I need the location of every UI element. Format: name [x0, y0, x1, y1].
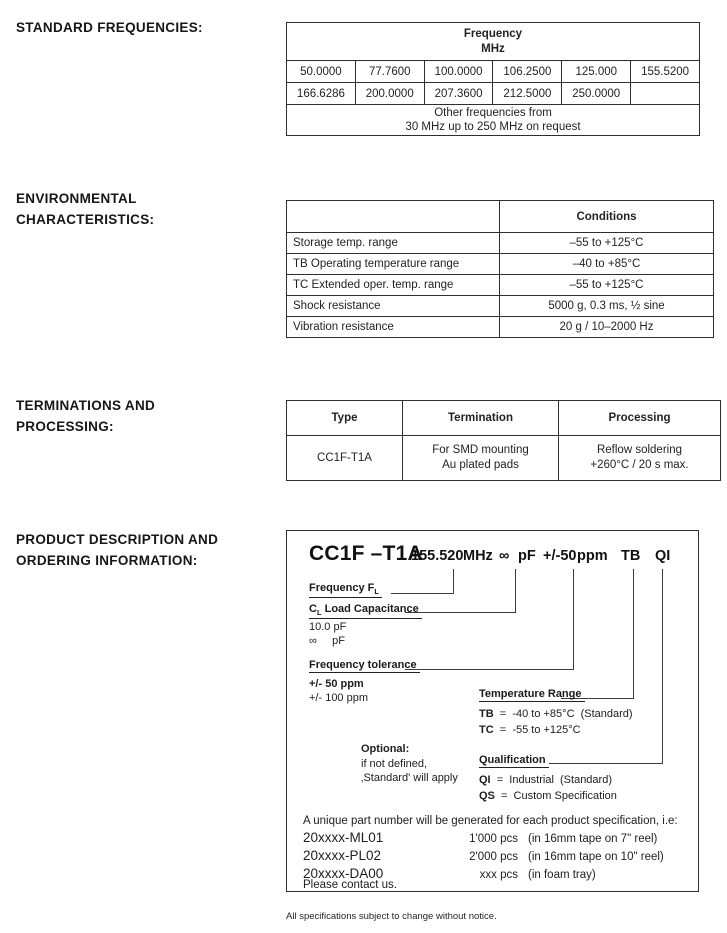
environmental-header-row — [287, 201, 714, 233]
qual-code-qi: QI — [479, 774, 491, 786]
optional-note-title: Optional: — [361, 743, 410, 755]
processing-line1: Reflow soldering — [596, 444, 682, 456]
heading-line: PRODUCT DESCRIPTION AND — [16, 532, 219, 547]
environmental-table — [286, 200, 714, 338]
temp-code-tb: TB — [479, 708, 494, 720]
heading-line: CHARACTERISTICS: — [16, 212, 155, 227]
frequency-cell: 166.6286 — [287, 83, 356, 105]
part-number: 20xxxx-DA00 — [303, 866, 384, 881]
frequency-cell: 200.0000 — [355, 83, 424, 105]
processing-line2: +260°C / 20 s max. — [590, 459, 689, 471]
temperature-option-tb — [479, 707, 633, 721]
environmental-param: TC Extended oper. temp. range — [287, 275, 500, 296]
frequency-header-unit: MHz — [481, 42, 505, 55]
qual-val-qi: = Industrial (Standard) — [490, 774, 612, 786]
ordering-qual-code: QI — [655, 548, 671, 564]
terminations-termination-cell — [403, 436, 559, 481]
part-quantity: 2'000 pcs — [469, 851, 518, 863]
load-capacitance-field-label — [309, 603, 422, 619]
temperature-option-tc — [479, 723, 581, 737]
terminations-type-cell: CC1F-T1A — [287, 436, 403, 481]
terminations-table — [286, 400, 721, 481]
loadcap-option-1: 10.0 pF — [309, 621, 347, 633]
ordering-loadcap-unit: pF — [518, 548, 536, 564]
frequency-cell: 50.0000 — [287, 61, 356, 83]
environmental-header-empty — [287, 201, 500, 233]
loadcap-label-rest: Load Capacitance — [321, 603, 419, 615]
frequency-cell-empty — [631, 83, 700, 105]
heading-line: ENVIRONMENTAL — [16, 191, 137, 206]
ordering-frequency-unit: MHz — [463, 548, 493, 564]
part-quantity: xxx pcs — [479, 869, 518, 881]
part-packaging: (in foam tray) — [528, 869, 596, 881]
part-number: 20xxxx-PL02 — [303, 848, 382, 863]
qual-code-qs: QS — [479, 790, 495, 802]
part-number-row — [303, 830, 688, 845]
frequency-label-subscript: L — [374, 587, 379, 597]
terminations-header-processing: Processing — [559, 401, 721, 436]
part-quantity: 1'000 pcs — [469, 833, 518, 845]
termination-line1: For SMD mounting — [432, 444, 529, 456]
environmental-row — [287, 317, 714, 338]
heading-line: STANDARD FREQUENCIES: — [16, 20, 203, 35]
frequency-cell: 250.0000 — [562, 83, 631, 105]
ordering-info-box — [286, 530, 699, 892]
tolerance-option-2: +/- 100 ppm — [309, 692, 369, 704]
loadcap-option-2: ∞ pF — [309, 635, 345, 647]
frequency-header-title: Frequency — [463, 27, 523, 40]
optional-note-line2: if not defined, — [361, 758, 428, 770]
terminations-header-row — [287, 401, 721, 436]
environmental-value: –55 to +125°C — [500, 275, 714, 296]
frequency-cell: 125.000 — [562, 61, 631, 83]
temp-val-tb: = -40 to +85°C (Standard) — [493, 708, 633, 720]
environmental-row — [287, 275, 714, 296]
frequency-footer-line1: Other frequencies from — [434, 107, 552, 119]
frequency-footer-line2: 30 MHz up to 250 MHz on request — [405, 121, 581, 133]
frequency-cell: 207.3600 — [424, 83, 493, 105]
environmental-param: Storage temp. range — [287, 233, 500, 254]
temperature-range-label: Temperature Range — [479, 688, 585, 702]
part-packaging: (in 16mm tape on 7" reel) — [528, 833, 658, 845]
ordering-loadcap-value: ∞ — [499, 548, 510, 564]
unique-part-number-note: A unique part number will be generated for each product specification, i.e: — [303, 815, 678, 827]
qualification-option-qi — [479, 773, 612, 787]
terminations-data-row — [287, 436, 721, 481]
frequency-field-label — [309, 582, 382, 598]
terminations-header-type: Type — [287, 401, 403, 436]
tolerance-option-1: +/- 50 ppm — [309, 678, 364, 690]
frequency-row-1 — [287, 61, 700, 83]
qualification-option-qs — [479, 789, 617, 803]
part-number-row — [303, 848, 688, 863]
environmental-param: Shock resistance — [287, 296, 500, 317]
terminations-header-termination: Termination — [403, 401, 559, 436]
section-heading-standard-frequencies — [16, 17, 203, 38]
ordering-temp-code: TB — [621, 548, 641, 564]
section-heading-product-description — [16, 529, 218, 571]
qual-val-qs: = Custom Specification — [494, 790, 617, 802]
frequency-row-2 — [287, 83, 700, 105]
environmental-value: 20 g / 10–2000 Hz — [500, 317, 714, 338]
termination-line2: Au plated pads — [442, 459, 519, 471]
qualification-label: Qualification — [479, 754, 549, 768]
contact-note: Please contact us. — [303, 879, 397, 891]
frequency-label-text: Frequency F — [309, 582, 375, 594]
frequency-table-footer-cell — [287, 105, 700, 136]
frequency-cell: 212.5000 — [493, 83, 562, 105]
terminations-processing-cell — [559, 436, 721, 481]
frequency-cell: 77.7600 — [355, 61, 424, 83]
frequency-table — [286, 22, 700, 136]
tolerance-field-label: Frequency tolerance — [309, 659, 420, 673]
environmental-row — [287, 254, 714, 275]
part-number: 20xxxx-ML01 — [303, 830, 384, 845]
section-heading-terminations — [16, 395, 155, 437]
section-heading-environmental — [16, 188, 154, 230]
environmental-value: –55 to +125°C — [500, 233, 714, 254]
frequency-cell: 155.5200 — [631, 61, 700, 83]
temp-val-tc: = -55 to +125°C — [493, 724, 581, 736]
environmental-value: 5000 g, 0.3 ms, ½ sine — [500, 296, 714, 317]
environmental-row — [287, 296, 714, 317]
environmental-row — [287, 233, 714, 254]
frequency-cell: 100.0000 — [424, 61, 493, 83]
ordering-part-name: CC1F –T1A — [309, 542, 423, 565]
heading-line: ORDERING INFORMATION: — [16, 553, 198, 568]
loadcap-label-subscript: L — [316, 608, 322, 618]
frequency-table-footer-row — [287, 105, 700, 136]
loadcap-label-c: C — [309, 603, 317, 615]
ordering-tolerance-value: +/-50 — [543, 548, 577, 564]
frequency-table-header-row — [287, 23, 700, 61]
ordering-tolerance-unit: ppm — [577, 548, 608, 564]
part-packaging: (in 16mm tape on 10" reel) — [528, 851, 664, 863]
optional-note-line3: ‚Standard' will apply — [361, 772, 458, 784]
environmental-param: Vibration resistance — [287, 317, 500, 338]
environmental-header-conditions: Conditions — [500, 201, 714, 233]
environmental-value: –40 to +85°C — [500, 254, 714, 275]
frequency-table-header-cell — [287, 23, 700, 61]
frequency-cell: 106.2500 — [493, 61, 562, 83]
heading-line: TERMINATIONS AND — [16, 398, 156, 413]
page-footnote: All specifications subject to change without notice. — [286, 911, 497, 922]
temp-code-tc: TC — [479, 724, 494, 736]
ordering-frequency-value: 155.520 — [411, 548, 464, 564]
heading-line: PROCESSING: — [16, 419, 114, 434]
environmental-param: TB Operating temperature range — [287, 254, 500, 275]
